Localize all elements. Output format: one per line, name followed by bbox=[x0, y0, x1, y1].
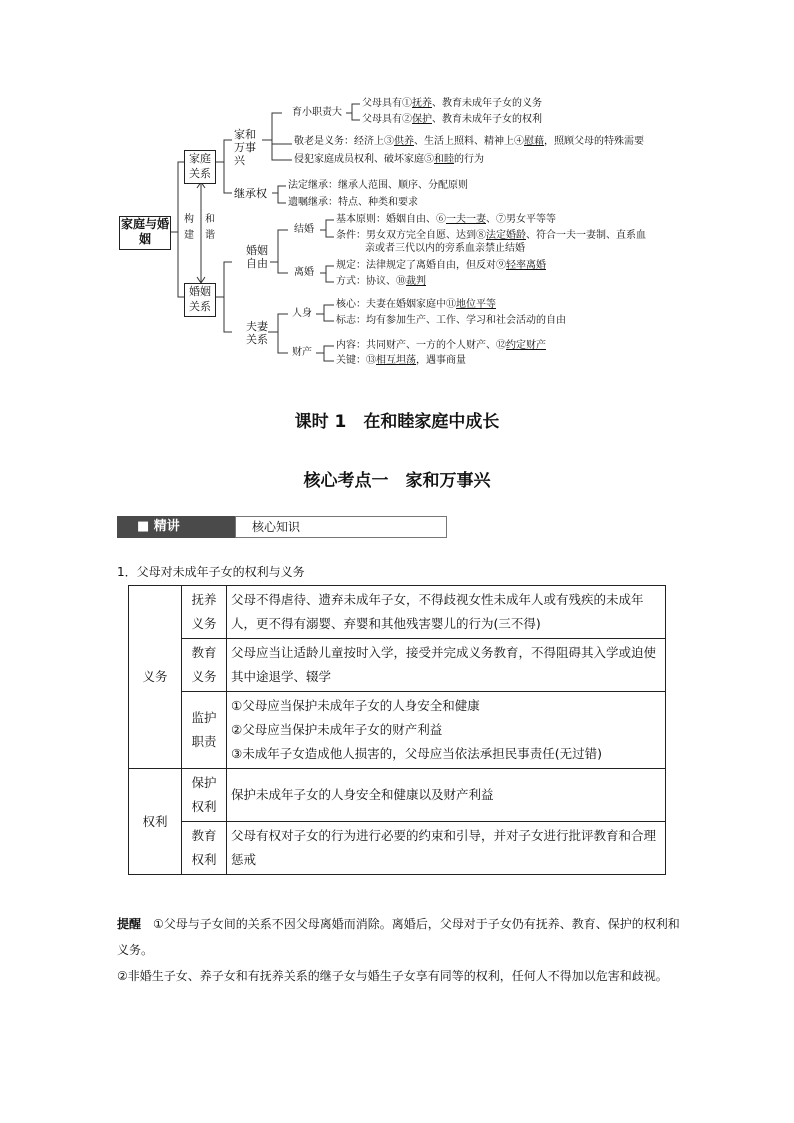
principle-line: 基本原则：婚姻自由、⑥一夫一妻、⑦男女平等等 bbox=[336, 214, 556, 225]
cell-text: 保护未成年子女的人身安全和健康以及财产利益 bbox=[227, 769, 666, 822]
banner-left: ■ 精讲 bbox=[117, 516, 235, 538]
table-row bbox=[129, 586, 666, 639]
condition-line-1: 条件：男女双方完全自愿、达到⑧法定婚龄、符合一夫一妻制、直系血 bbox=[336, 230, 646, 241]
cell-header: 保护权利 bbox=[182, 769, 227, 822]
rights-duties-table bbox=[128, 585, 666, 875]
link-left-label: 构建 bbox=[184, 214, 194, 241]
link-right-label: 和谐 bbox=[205, 214, 215, 241]
cell-right: 权利 bbox=[129, 769, 182, 875]
core-line: 核心：夫妻在婚姻家庭中⑪地位平等 bbox=[336, 299, 496, 310]
cell-header: 监护职责 bbox=[182, 692, 227, 769]
node-spouse: 夫妻关系 bbox=[246, 320, 268, 346]
infringe-line: 侵犯家庭成员权利、破坏家庭⑤和睦的行为 bbox=[294, 154, 484, 165]
legal-inherit: 法定继承：继承人范围、顺序、分配原则 bbox=[288, 180, 468, 191]
cell-header: 抚养义务 bbox=[182, 586, 227, 639]
note-label: 提醒 bbox=[117, 917, 142, 931]
note-paragraph-1: 提醒 ①父母与子女间的关系不因父母离婚而消除。离婚后，父母对于子女仍有抚养、教育、保护的权利和义务。 bbox=[117, 917, 680, 957]
mindmap-family: 家庭关系 bbox=[184, 150, 216, 184]
condition-line-2: 亲或者三代以内的旁系血亲禁止结婚 bbox=[365, 243, 525, 254]
node-marriage-free: 婚姻自由 bbox=[246, 244, 268, 270]
table-row bbox=[129, 692, 666, 769]
duty-item-2: ②父母应当保护未成年子女的财产利益 bbox=[231, 722, 443, 737]
table-row bbox=[129, 639, 666, 692]
table-row bbox=[129, 769, 666, 822]
lesson-title: 课时 1 在和睦家庭中成长 bbox=[294, 412, 500, 432]
key-line: 关键：⑬相互坦荡，遇事商量 bbox=[336, 355, 466, 366]
cell-text: 父母有权对子女的行为进行必要的约束和引导，并对子女进行批评教育和合理惩戒 bbox=[227, 822, 666, 875]
point-title: 核心考点一 家和万事兴 bbox=[303, 471, 491, 491]
node-marry: 结婚 bbox=[294, 224, 314, 235]
banner-right: 核心知识 bbox=[235, 516, 447, 538]
raise-line-2: 父母具有②保护、教育未成年子女的权利 bbox=[362, 114, 542, 125]
cell-duty: 义务 bbox=[129, 586, 182, 769]
sign-line: 标志：均有参加生产、工作、学习和社会活动的自由 bbox=[336, 315, 566, 326]
node-raise: 育小职责大 bbox=[292, 107, 342, 118]
mindmap-root: 家庭与婚姻 bbox=[119, 216, 171, 250]
node-property: 财产 bbox=[292, 347, 312, 358]
divorce-way: 方式：协议、⑩裁判 bbox=[336, 276, 426, 287]
duty-item-1: ①父母应当保护未成年子女的人身安全和健康 bbox=[231, 698, 480, 713]
elder-line: 敬老是义务：经济上③供养、生活上照料、精神上④慰藉，照顾父母的特殊需要 bbox=[294, 136, 644, 147]
will-inherit: 遗嘱继承：特点、种类和要求 bbox=[288, 197, 418, 208]
raise-line-1: 父母具有①抚养、教育未成年子女的义务 bbox=[362, 98, 542, 109]
note-paragraph-2: ②非婚生子女、养子女和有抚养关系的继子女与婚生子女享有同等的权利，任何人不得加以危害和歧视。 bbox=[117, 969, 668, 983]
section-heading: 1．父母对未成年子女的权利与义务 bbox=[117, 565, 305, 579]
cell-header: 教育义务 bbox=[182, 639, 227, 692]
mindmap-marriage: 婚姻关系 bbox=[184, 283, 216, 317]
node-family-prosper: 家和万事兴 bbox=[234, 128, 256, 167]
cell-text bbox=[227, 692, 666, 769]
node-inheritance: 继承权 bbox=[234, 187, 267, 200]
duty-item-3: ③未成年子女造成他人损害的，父母应当依法承担民事责任(无过错) bbox=[231, 746, 602, 761]
cell-header: 教育权利 bbox=[182, 822, 227, 875]
node-person: 人身 bbox=[292, 308, 312, 319]
section-banner bbox=[117, 516, 433, 540]
cell-text: 父母不得虐待、遗弃未成年子女，不得歧视女性未成年人或有残疾的未成年人，更不得有溺婴、弃婴和其他残害婴儿的行为(三不得) bbox=[227, 586, 666, 639]
divorce-rule: 规定：法律规定了离婚自由，但反对⑨轻率离婚 bbox=[336, 260, 546, 271]
table-row bbox=[129, 822, 666, 875]
content-line: 内容：共同财产、一方的个人财产、⑫约定财产 bbox=[336, 340, 546, 351]
node-divorce: 离婚 bbox=[294, 267, 314, 278]
cell-text: 父母应当让适龄儿童按时入学，接受并完成义务教育，不得阻碍其入学或迫使其中途退学、辍学 bbox=[227, 639, 666, 692]
